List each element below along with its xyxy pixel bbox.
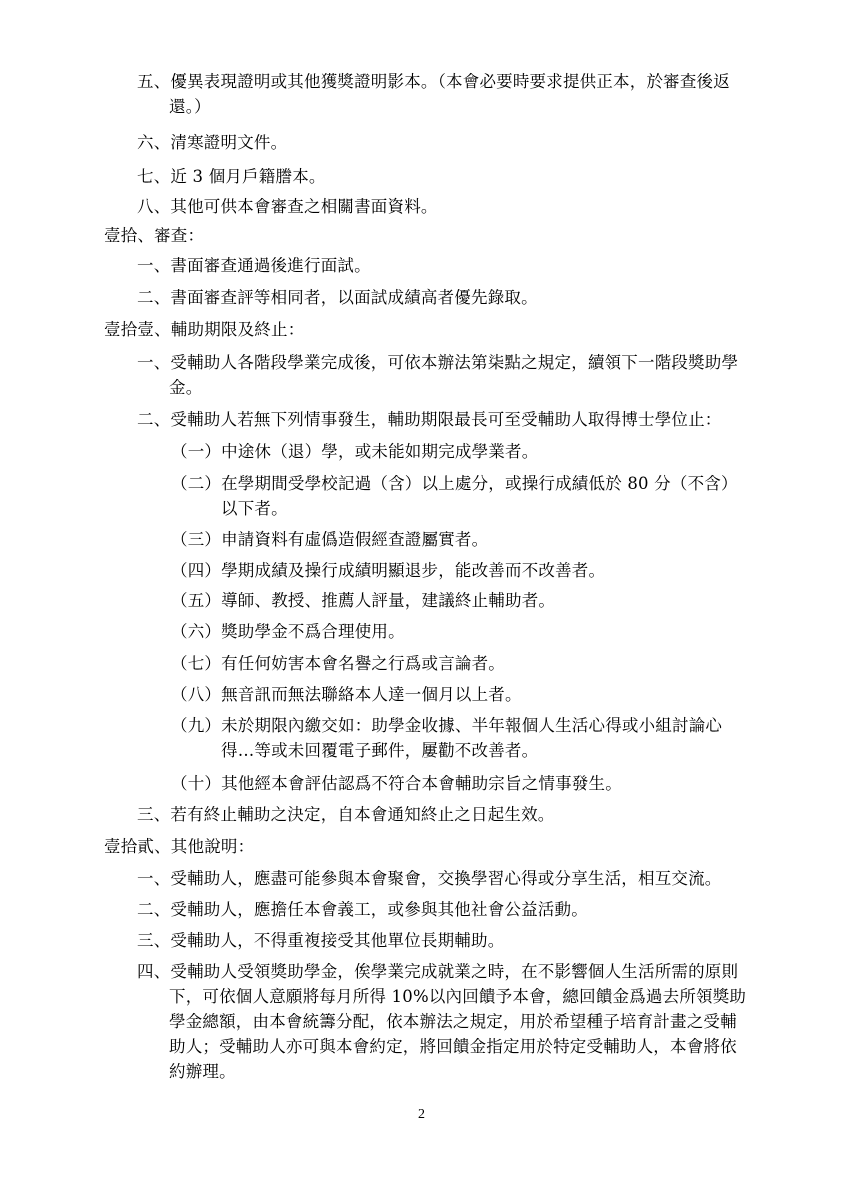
text-line: （五）導師、教授、推薦人評量，建議終止輔助者。	[171, 591, 556, 610]
text-line: （二）在學期間受學校記過（含）以上處分，或操行成績低於 80 分（不含）	[171, 474, 738, 493]
text-line: 助人；受輔助人亦可與本會約定，將回饋金指定用於特定受輔助人，本會將依	[169, 1037, 737, 1056]
text-line: 二、受輔助人若無下列情事發生，輔助期限最長可至受輔助人取得博士學位止：	[137, 410, 722, 429]
text-line: 得…等或未回覆電子郵件，屢勸不改善者。	[221, 741, 539, 760]
text-line: 一、書面審查通過後進行面試。	[137, 256, 371, 275]
text-line: （九）未於期限內繳交如：助學金收據、半年報個人生活心得或小組討論心	[171, 716, 723, 735]
text-line: 壹拾貳、其他說明：	[104, 837, 255, 856]
page-number: 2	[418, 1107, 425, 1122]
text-line: 一、受輔助人各階段學業完成後，可依本辦法第柒點之規定，續領下一階段獎助學	[137, 353, 739, 372]
text-line: 下，可依個人意願將每月所得 10%以內回饋予本會，總回饋金爲過去所領獎助	[169, 987, 747, 1006]
text-line: 七、近 3 個月戶籍謄本。	[137, 167, 326, 186]
text-line: 金。	[169, 378, 203, 397]
text-line: 四、受輔助人受領獎助學金，俟學業完成就業之時，在不影響個人生活所需的原則	[137, 962, 739, 981]
text-line: （七）有任何妨害本會名譽之行爲或言論者。	[171, 654, 505, 673]
text-line: 學金總額，由本會統籌分配，依本辦法之規定，用於希望種子培育計畫之受輔	[169, 1012, 737, 1031]
text-line: 壹拾、審查：	[104, 226, 205, 245]
text-line: （三）申請資料有虛僞造假經查證屬實者。	[171, 530, 489, 549]
text-line: 八、其他可供本會審查之相關書面資料。	[137, 197, 438, 216]
text-line: 五、優異表現證明或其他獲獎證明影本。（本會必要時要求提供正本，於審查後返	[137, 72, 730, 91]
text-line: 二、受輔助人，應擔任本會義工，或參與其他社會公益活動。	[137, 900, 588, 919]
text-line: 六、清寒證明文件。	[137, 133, 288, 152]
text-line: 二、書面審查評等相同者，以面試成績高者優先錄取。	[137, 288, 538, 307]
text-line: 三、受輔助人，不得重複接受其他單位長期輔助。	[137, 931, 505, 950]
text-line: 一、受輔助人，應盡可能參與本會聚會，交換學習心得或分享生活，相互交流。	[137, 869, 722, 888]
text-line: （六）獎助學金不爲合理使用。	[171, 622, 405, 641]
text-line: （四）學期成績及操行成績明顯退步，能改善而不改善者。	[171, 561, 606, 580]
text-line: （十）其他經本會評估認爲不符合本會輔助宗旨之情事發生。	[171, 774, 622, 793]
text-line: 以下者。	[221, 499, 288, 518]
text-line: （八）無音訊而無法聯絡本人達一個月以上者。	[171, 685, 522, 704]
text-line: 約辦理。	[169, 1062, 236, 1081]
text-line: 三、若有終止輔助之決定，自本會通知終止之日起生效。	[137, 805, 555, 824]
text-line: 壹拾壹、輔助期限及終止：	[104, 320, 305, 339]
text-line: （一）中途休（退）學，或未能如期完成學業者。	[171, 442, 539, 461]
text-line: 還。）	[169, 97, 211, 116]
